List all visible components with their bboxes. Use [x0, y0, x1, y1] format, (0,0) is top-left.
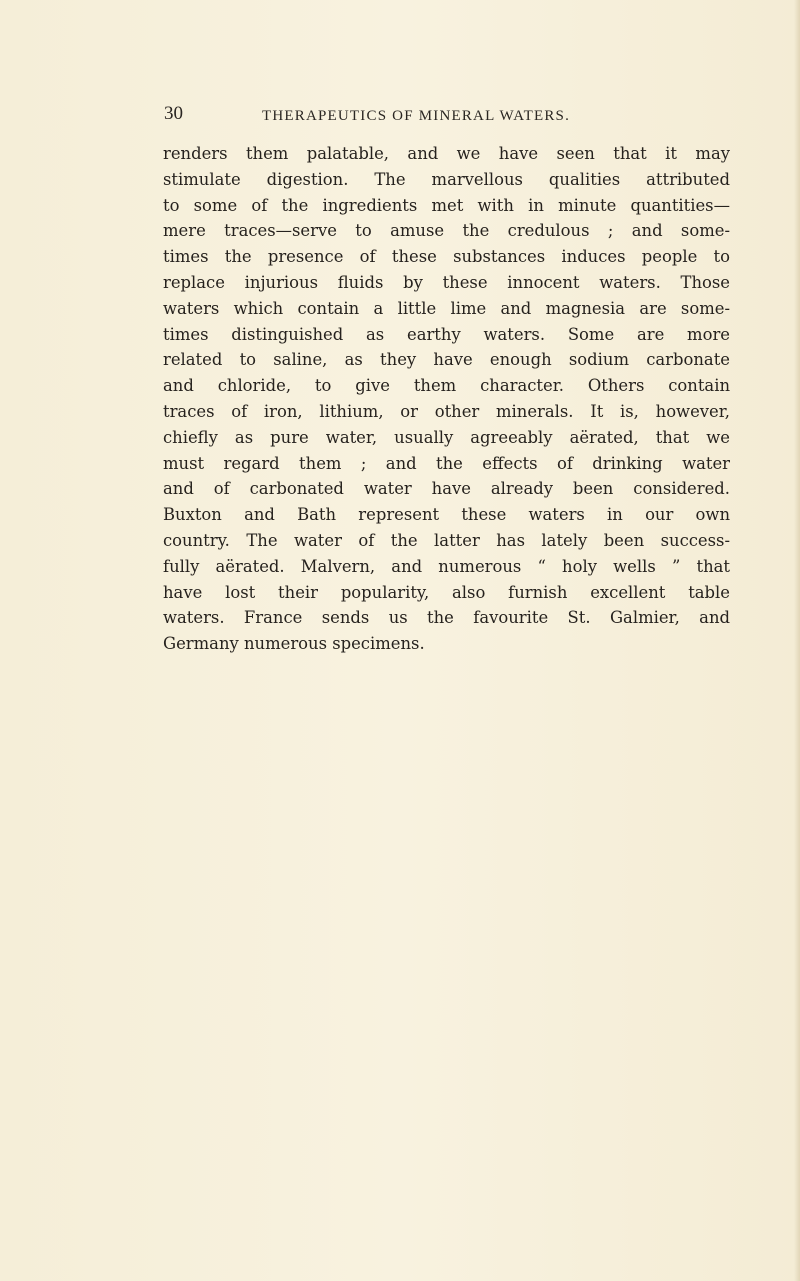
- text-line: Germany numerous specimens.: [163, 634, 425, 654]
- text-line: and chloride, to give them character. Others contain: [163, 376, 730, 396]
- running-title: THERAPEUTICS OF MINERAL WATERS.: [262, 108, 571, 124]
- text-line: Buxton and Bath represent these waters in our own: [163, 505, 730, 525]
- text-line: related to saline, as they have enough sodium carbonate: [163, 350, 730, 370]
- body-paragraph: [163, 141, 730, 657]
- text-line: times distinguished as earthy waters. Some are more: [163, 324, 730, 344]
- text-line: must regard them ; and the effects of drinking water: [163, 453, 730, 473]
- text-line: have lost their popularity, also furnish excellent table: [163, 582, 730, 602]
- page-number: 30: [164, 103, 183, 124]
- text-line: replace injurious fluids by these innocent waters. Those: [163, 272, 730, 292]
- text-line: traces of iron, lithium, or other minerals. It is, however,: [163, 401, 730, 421]
- text-line: waters which contain a little lime and magnesia are some-: [163, 298, 730, 318]
- page-edge-shadow: [794, 0, 800, 1281]
- text-line: and of carbonated water have already been considered.: [163, 479, 730, 499]
- text-line: country. The water of the latter has lately been success-: [163, 530, 730, 550]
- text-line: fully aërated. Malvern, and numerous “ holy wells ” that: [163, 556, 730, 576]
- text-line: times the presence of these substances induces people to: [163, 247, 730, 267]
- text-line: to some of the ingredients met with in minute quantities—: [163, 195, 730, 215]
- text-line: mere traces—serve to amuse the credulous ; and some-: [163, 221, 730, 241]
- text-line: waters. France sends us the favourite St. Galmier, and: [163, 608, 730, 628]
- text-line: stimulate digestion. The marvellous qualities attributed: [163, 169, 730, 189]
- text-line: renders them palatable, and we have seen that it may: [163, 144, 730, 163]
- text-line: chiefly as pure water, usually agreeably aërated, that we: [163, 427, 730, 447]
- page-header: [162, 104, 732, 128]
